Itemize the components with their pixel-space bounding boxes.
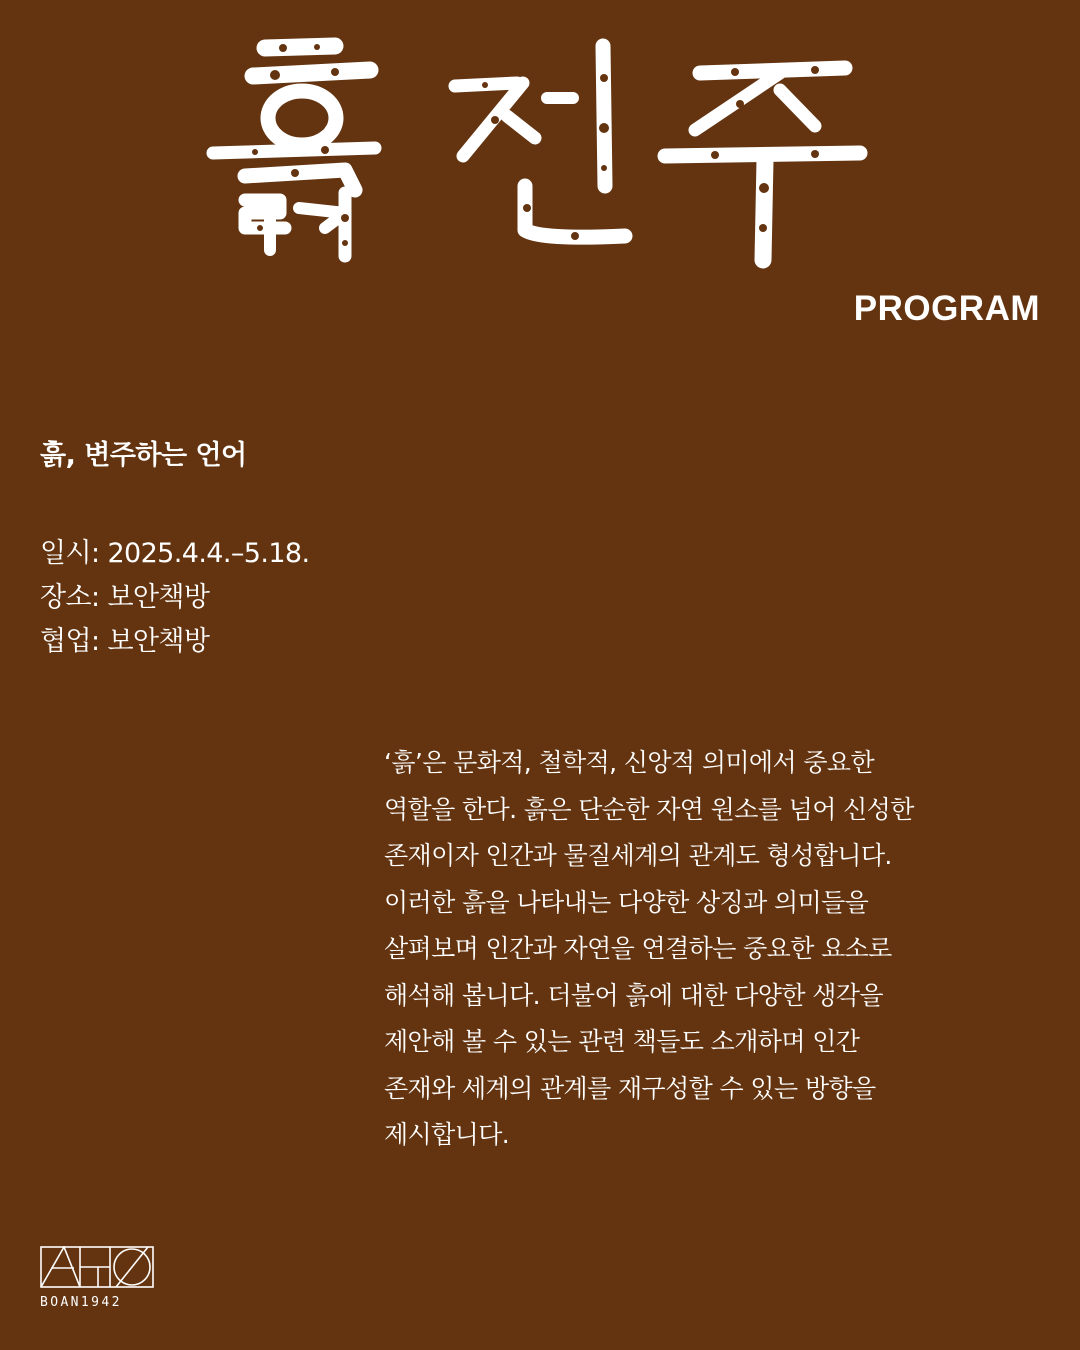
boan-logo (40, 1246, 156, 1310)
description-line: 존재와 세계의 관계를 재구성할 수 있는 방향을 (384, 1073, 876, 1103)
description-line: 존재이자 인간과 물질세계의 관계도 형성합니다. (384, 841, 892, 870)
program-label: PROGRAM (853, 289, 1040, 328)
detail-location: 장소: 보안책방 (40, 582, 210, 613)
description-line: 제안해 볼 수 있는 관련 책들도 소개하며 인간 (384, 1027, 860, 1056)
program-subtitle: 흙, 변주하는 언어 (40, 440, 247, 471)
boan-logo-text: BOAN1942 (40, 1295, 122, 1310)
detail-collaboration: 협업: 보안책방 (40, 626, 210, 657)
description-line: 해석해 봅니다. 더불어 흙에 대한 다양한 생각을 (384, 980, 883, 1010)
description-line: ‘흙’은 문화적, 철학적, 신앙적 의미에서 중요한 (384, 748, 875, 777)
title-logotype (195, 28, 885, 278)
detail-date: 일시: 2025.4.4.–5.18. (40, 538, 310, 569)
description-line: 이러한 흙을 나타내는 다양한 상징과 의미들을 (384, 887, 869, 917)
description-line: 역할을 한다. 흙은 단순한 자연 원소를 넘어 신성한 (384, 794, 914, 824)
description-line: 살펴보며 인간과 자연을 연결하는 중요한 요소로 (384, 934, 892, 963)
description-line: 제시합니다. (384, 1120, 510, 1149)
boan-logo-mark (40, 1246, 156, 1290)
program-details (40, 532, 309, 664)
program-description (384, 740, 1034, 1159)
title-logotype-art (195, 28, 885, 278)
